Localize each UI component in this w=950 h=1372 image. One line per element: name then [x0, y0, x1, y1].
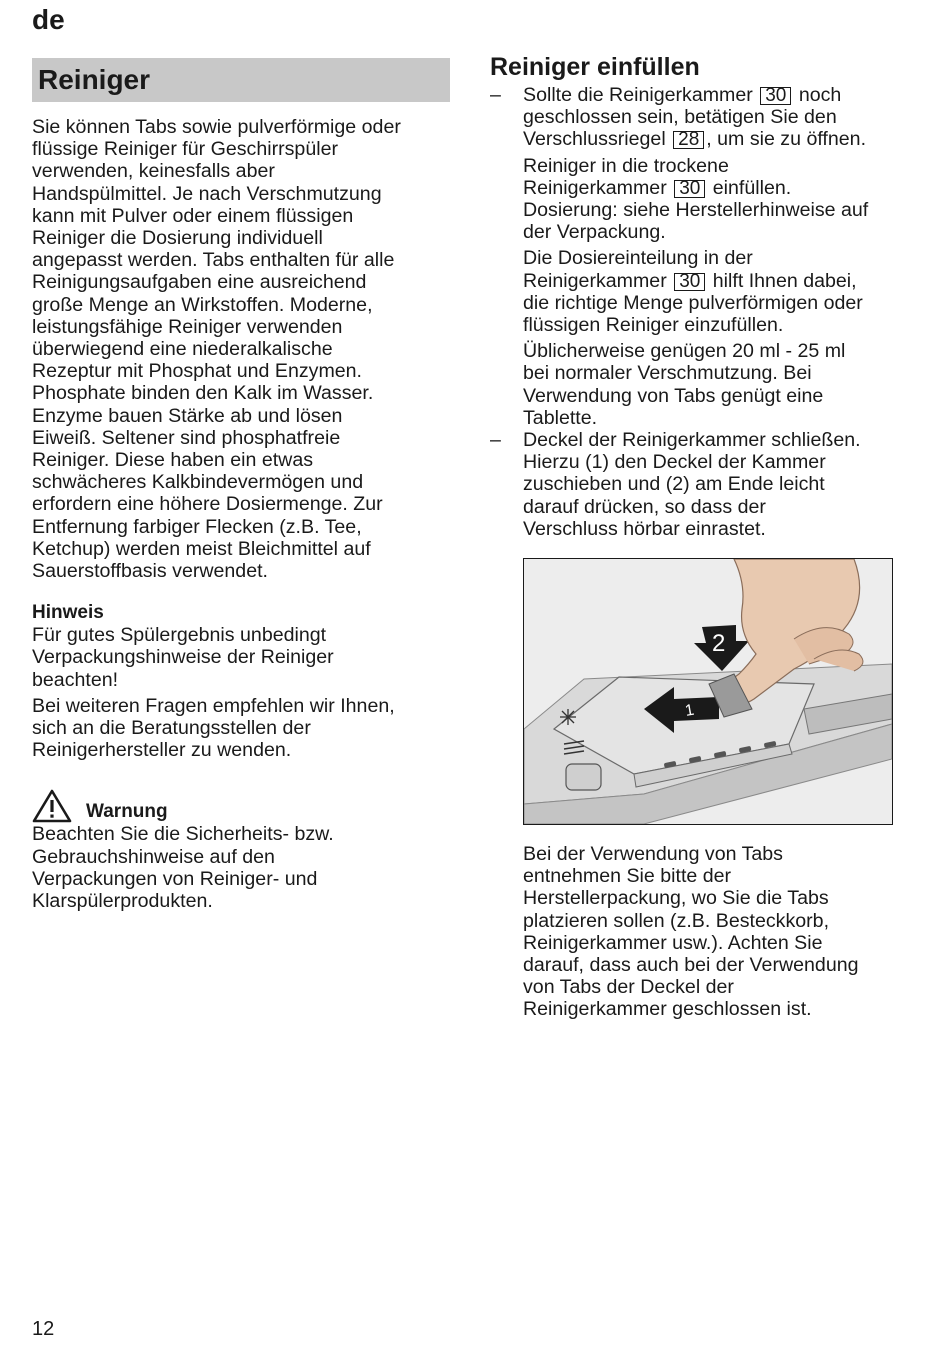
text-line: Verschluss hörbar einrastet.: [523, 517, 766, 540]
text-line: Entfernung farbiger Flecken (z.B. Tee,: [32, 515, 362, 538]
text-line: [523, 128, 920, 150]
tabs-paragraph: [490, 843, 920, 1021]
text-line: Dosierung: siehe Herstellerhinweise auf: [523, 199, 869, 222]
text-line: Beachten Sie die Sicherheits- bzw.: [32, 823, 334, 846]
text-line: geschlossen sein, betätigen Sie den: [523, 106, 837, 129]
hint-paragraph-1: [32, 624, 450, 691]
warning-heading-row: [32, 789, 450, 823]
text-run: Reinigerkammer: [523, 176, 667, 199]
page-number: 12: [32, 1318, 55, 1340]
text-line: von Tabs der Deckel der: [523, 976, 734, 999]
text-line: Bei weiteren Fragen empfehlen wir Ihnen,: [32, 694, 395, 717]
text-line: darauf drücken, so dass der: [523, 495, 766, 518]
section-title-bar: [32, 58, 450, 102]
text-run: Reinigerkammer: [523, 269, 667, 292]
left-column: [32, 58, 450, 912]
dash-bullet: –: [490, 429, 501, 452]
text-line: Hierzu (1) den Deckel der Kammer: [523, 451, 826, 474]
text-run: einfüllen.: [712, 176, 792, 199]
text-line: platzieren sollen (z.B. Besteckkorb,: [523, 909, 830, 932]
dash-bullet: –: [490, 84, 501, 106]
text-line: Reinigerkammer geschlossen ist.: [523, 998, 812, 1021]
text-line: Reiniger in die trockene: [523, 154, 729, 177]
detergent-chamber-illustration: [523, 558, 893, 825]
text-line: Ketchup) werden meist Bleichmittel auf: [32, 537, 371, 560]
text-line: flüssige Reiniger für Geschirrspüler: [32, 138, 338, 161]
text-line: Reinigungsaufgaben eine ausreichend: [32, 271, 367, 294]
text-line: bei normaler Verschmutzung. Bei: [523, 362, 812, 385]
text-line: Tablette.: [523, 406, 598, 429]
text-line: Phosphate binden den Kalk im Wasser.: [32, 382, 374, 405]
reference-box-28: 28: [673, 131, 704, 149]
text-run: noch: [798, 84, 842, 106]
text-line: Sie können Tabs sowie pulverförmige oder: [32, 116, 401, 138]
text-line: der Verpackung.: [523, 221, 666, 244]
text-line: Eiweiß. Seltener sind phosphatfreie: [32, 426, 341, 449]
text-line: [523, 177, 920, 199]
right-column: [490, 52, 920, 1021]
reference-box-30: 30: [760, 87, 791, 105]
reference-box-30: 30: [674, 180, 705, 198]
warning-triangle-icon: [32, 789, 72, 823]
illustration-svg: [524, 559, 892, 824]
text-line: große Menge an Wirkstoffen. Moderne,: [32, 293, 373, 316]
text-line: Verwendung von Tabs genügt eine: [523, 384, 824, 407]
text-line: Rezeptur mit Phosphat und Enzymen.: [32, 360, 363, 383]
text-line: schwächeres Kalkbindevermögen und: [32, 471, 364, 494]
text-line: Sauerstoffbasis verwendet.: [32, 560, 268, 583]
text-line: Verpackungshinweise der Reiniger: [32, 646, 334, 669]
text-line: [523, 84, 920, 106]
section-title: Reiniger: [38, 64, 151, 95]
text-line: Klarspülerprodukten.: [32, 890, 213, 913]
arrow-label-2: 2: [712, 630, 726, 658]
warning-paragraph: [32, 823, 450, 912]
language-code: de: [32, 4, 65, 35]
text-line: angepasst werden. Tabs enthalten für alle: [32, 249, 395, 272]
sun-symbol-icon: [560, 709, 576, 725]
text-line: Herstellerpackung, wo Sie die Tabs: [523, 887, 829, 910]
hint-paragraph-2: [32, 695, 450, 762]
text-line: Handspülmittel. Je nach Verschmutzung: [32, 182, 382, 205]
text-line: [523, 270, 920, 292]
text-run: Verschlussriegel: [523, 128, 666, 151]
dose-paragraph: [490, 247, 920, 336]
warning-heading: Warnung: [86, 801, 168, 823]
text-line: Die Dosiereinteilung in der: [523, 247, 753, 270]
intro-paragraph: [32, 116, 450, 582]
usual-dose-paragraph: [490, 340, 920, 429]
text-line: zuschieben und (2) am Ende leicht: [523, 473, 825, 496]
text-line: Bei der Verwendung von Tabs: [523, 843, 783, 866]
text-line: Für gutes Spülergebnis unbedingt: [32, 624, 327, 647]
text-line: Gebrauchshinweise auf den: [32, 845, 275, 868]
right-heading: Reiniger einfüllen: [490, 53, 700, 81]
text-line: verwenden, keinesfalls aber: [32, 160, 275, 183]
text-line: überwiegend eine niederalkalische: [32, 338, 333, 361]
text-line: Enzyme bauen Stärke ab und lösen: [32, 404, 343, 427]
text-run: hilft Ihnen dabei,: [712, 269, 857, 292]
step-1: [490, 84, 920, 151]
text-line: flüssigen Reiniger einzufüllen.: [523, 314, 784, 337]
hint-heading: Hinweis: [32, 602, 104, 624]
text-line: entnehmen Sie bitte der: [523, 865, 732, 888]
text-line: kann mit Pulver oder einem flüssigen: [32, 204, 354, 227]
text-line: Reinigerhersteller zu wenden.: [32, 739, 292, 762]
text-line: Reiniger. Diese haben ein etwas: [32, 449, 314, 472]
text-line: leistungsfähige Reiniger verwenden: [32, 315, 343, 338]
text-line: Reinigerkammer usw.). Achten Sie: [523, 931, 823, 954]
text-run: , um sie zu öffnen.: [706, 128, 867, 151]
release-latch: [566, 764, 601, 790]
reference-box-30: 30: [674, 273, 705, 291]
text-line: darauf, dass auch bei der Verwendung: [523, 954, 859, 977]
text-line: Reiniger die Dosierung individuell: [32, 227, 323, 250]
text-line: Üblicherweise genügen 20 ml - 25 ml: [523, 340, 846, 363]
text-line: erfordern eine höhere Dosiermenge. Zur: [32, 493, 383, 516]
text-line: sich an die Beratungsstellen der: [32, 717, 311, 740]
fill-paragraph: [490, 155, 920, 244]
step-2: [490, 429, 920, 540]
text-line: die richtige Menge pulverförmigen oder: [523, 291, 863, 314]
text-line: Deckel der Reinigerkammer schließen.: [523, 429, 861, 452]
text-run: Sollte die Reinigerkammer: [523, 84, 753, 106]
text-line: Verpackungen von Reiniger- und: [32, 867, 318, 890]
arrow-label-1: 1: [683, 701, 696, 721]
text-line: beachten!: [32, 668, 119, 691]
